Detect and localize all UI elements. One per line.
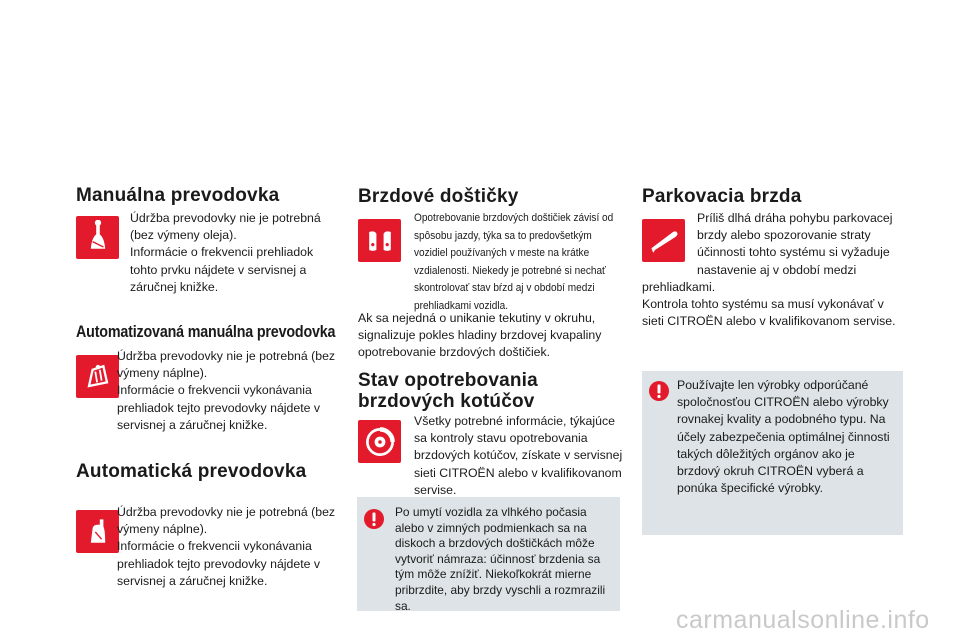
warning-products-text: Používajte len výrobky odporúčané spoločnosťou CITROËN alebo výrobky rovnakej kvality a podobného typu. Na účely zabezpečenia optimálnej činnosti takých dôležitých orgánov ako je brzdový okruh CITROËN vyberá a ponúka špecifické výrobky.: [677, 378, 890, 496]
automatic-gearbox-p1: Údržba prevodovky nie je potrebná (bez výmeny náplne).: [117, 505, 336, 537]
warning-exclamation-icon: [363, 508, 385, 530]
manual-gearbox-p2: Informácie o frekvencii prehliadok tohto prvku nájdete v servisnej a záručnej knižke.: [130, 245, 314, 294]
brake-discs-title: [358, 370, 538, 412]
manual-gearbox-icon: [76, 216, 119, 259]
brake-pads-title: Brzdové doštičky: [358, 186, 519, 207]
warning-icing-text: Po umytí vozidla za vlhkého počasia alebo v zimných podmienkach sa na diskoch a brzdových doštičkách môže vytvoriť námraza: účinnosť brzdenia sa tým môže znížiť. Niekoľkokrát mierne pribrzdite, aby brzdy vyschli a rozmrazili sa.: [395, 505, 606, 613]
warning-box-products: [642, 371, 903, 535]
manual-gearbox-p1: Údržba prevodovky nie je potrebná (bez výmeny oleja).: [130, 211, 321, 243]
parking-brake-p2: Kontrola tohto systému sa musí vykonávať v sieti CITROËN alebo v kvalifikovanom servise.: [642, 297, 896, 329]
brake-pads-icon: [358, 219, 401, 262]
parking-brake-p1-head: Príliš dlhá dráha pohybu parkovacej brzdy alebo spozorovanie straty účinnosti tohto systému si vyžaduje nastavenie aj v období medzi: [697, 211, 893, 277]
warning-exclamation-icon: [648, 380, 670, 402]
parking-brake-text: [642, 210, 904, 330]
automated-gearbox-text: [117, 348, 339, 434]
brake-discs-title-line2: brzdových kotúčov: [358, 391, 535, 412]
automated-gearbox-p2: Informácie o frekvencii vykonávania prehliadok tejto prevodovky nájdete v servisnej a záručnej knižke.: [117, 383, 321, 432]
brake-discs-title-line1: Stav opotrebovania: [358, 370, 538, 391]
manual-gearbox-title: Manuálna prevodovka: [76, 185, 280, 206]
automated-gearbox-p1: Údržba prevodovky nie je potrebná (bez výmeny náplne).: [117, 349, 336, 381]
automatic-gearbox-title: Automatická prevodovka: [76, 461, 307, 482]
automated-gearbox-title: Automatizovaná manuálna prevodovka: [76, 322, 336, 341]
footer-watermark: carmanualsonline.info: [676, 606, 930, 634]
automated-gearbox-icon: [76, 355, 119, 398]
manual-gearbox-text: [130, 210, 330, 296]
brake-pads-small-text: Opotrebovanie brzdových doštičiek závisí od spôsobu jazdy, týka sa to predovšetkým vozidiel používaných v meste na krátke vzdialenosti. Niekedy je potrebné si nechať skontrolovať stav bŕzd aj v období medzi prehliadkami vozidla.: [414, 212, 614, 312]
brake-pads-text: Ak sa nejedná o unikanie tekutiny v okruhu, signalizuje pokles hladiny brzdovej kvapaliny opotrebovanie brzdových doštičiek.: [358, 311, 602, 360]
brake-disc-icon: [358, 420, 401, 463]
parking-brake-p1-tail: prehliadkami.: [642, 279, 716, 294]
automatic-gearbox-icon: [76, 510, 119, 553]
warning-box-icing: [357, 497, 620, 611]
automatic-gearbox-text: [117, 504, 339, 590]
automatic-gearbox-p2: Informácie o frekvencii vykonávania prehliadok tejto prevodovky nájdete v servisnej a záručnej knižke.: [117, 539, 321, 588]
parking-brake-title: Parkovacia brzda: [642, 186, 802, 207]
brake-discs-text: Všetky potrebné informácie, týkajúce sa kontroly stavu opotrebovania brzdových kotúčov, získate v servisnej sieti CITROËN alebo v kvalifikovanom servise.: [414, 414, 623, 497]
